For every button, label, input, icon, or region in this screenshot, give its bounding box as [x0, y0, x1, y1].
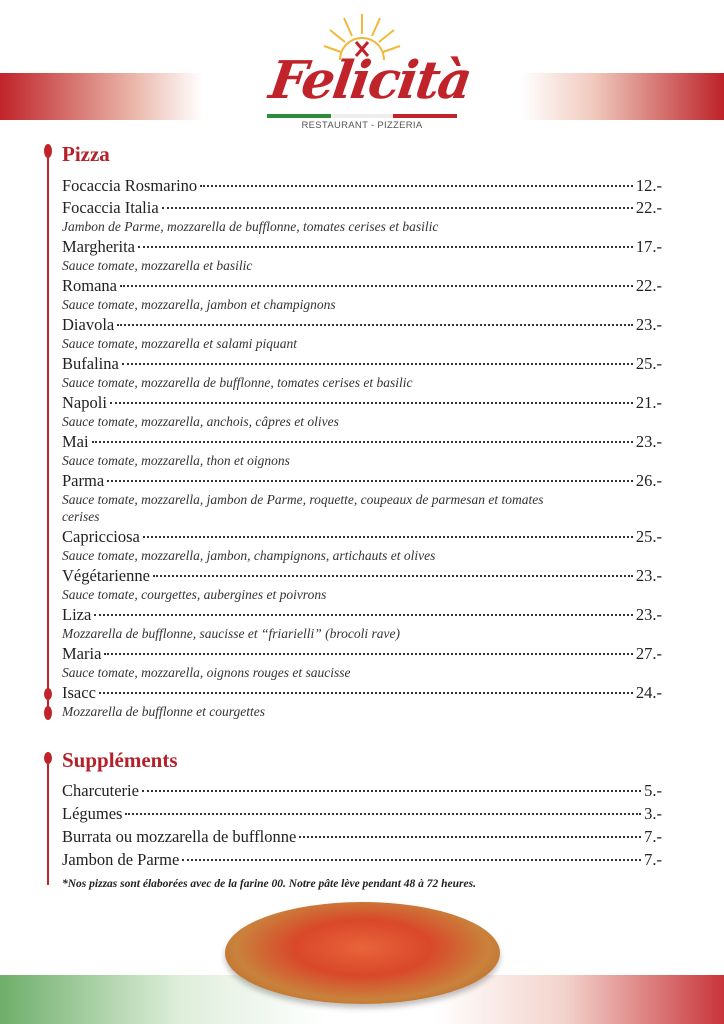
item-name: Focaccia Rosmarino — [62, 176, 198, 195]
menu-item — [62, 781, 662, 801]
decorative-rail — [47, 148, 49, 718]
item-description: Sauce tomate, mozzarella, thon et oignons — [62, 453, 290, 468]
dot-leader — [182, 859, 641, 861]
flag-red — [393, 114, 457, 118]
menu-item — [62, 827, 662, 847]
dot-leader — [99, 692, 633, 694]
item-price: 5.- — [644, 781, 662, 800]
item-name: Burrata ou mozzarella de bufflonne — [62, 827, 297, 846]
item-price: 27.- — [635, 644, 662, 663]
item-price: 23.- — [635, 432, 662, 451]
dot-leader — [107, 480, 633, 482]
menu-item — [62, 566, 662, 603]
menu-item-row — [62, 176, 662, 196]
menu-item — [62, 276, 662, 313]
item-price: 26.- — [635, 471, 662, 490]
menu-item — [62, 354, 662, 391]
item-description: Jambon de Parme, mozzarella de bufflonne, tomates cerises et basilic — [62, 219, 439, 234]
item-description: Sauce tomate, mozzarella, oignons rouges et saucisse — [62, 665, 351, 680]
menu-item — [62, 605, 662, 642]
dot-leader — [200, 185, 633, 187]
item-description: Sauce tomate, mozzarella et basilic — [62, 258, 253, 273]
item-price: 23.- — [635, 566, 662, 585]
supplements-section-title: Suppléments — [62, 748, 178, 772]
dot-leader — [153, 575, 633, 577]
menu-item — [62, 644, 662, 681]
decorative-rail-2 — [47, 755, 49, 885]
pizza-section-title: Pizza — [62, 142, 110, 166]
menu-item — [62, 237, 662, 274]
menu-item-row — [62, 605, 662, 625]
item-name: Liza — [62, 605, 92, 624]
dot-leader — [110, 402, 633, 404]
item-price: 7.- — [644, 850, 662, 869]
menu-item-row — [62, 198, 662, 218]
item-price: 25.- — [635, 354, 662, 373]
item-price: 23.- — [635, 315, 662, 334]
menu-item-row — [62, 354, 662, 374]
item-name: Romana — [62, 276, 117, 295]
item-description: Sauce tomate, mozzarella, jambon de Parme, roquette, coupeaux de parmesan et tomates cerises — [62, 492, 544, 524]
menu-item-row — [62, 527, 662, 547]
item-description: Sauce tomate, mozzarella, jambon, champignons, artichauts et olives — [62, 548, 436, 563]
dot-leader — [122, 363, 633, 365]
item-price: 17.- — [635, 237, 662, 256]
dot-leader — [142, 790, 641, 792]
item-name: Napoli — [62, 393, 107, 412]
item-name: Isacc — [62, 683, 96, 702]
item-name: Mai — [62, 432, 89, 451]
menu-item-row — [62, 827, 662, 847]
item-price: 22.- — [635, 276, 662, 295]
menu-item-row — [62, 566, 662, 586]
menu-item-row — [62, 393, 662, 413]
dot-leader — [299, 836, 641, 838]
dot-leader — [120, 285, 633, 287]
item-price: 24.- — [635, 683, 662, 702]
rail-ornament-top-2 — [44, 752, 52, 764]
supplements-list — [62, 781, 662, 873]
logo-subtitle: RESTAURANT - PIZZERIA — [301, 120, 423, 131]
item-name: Jambon de Parme — [62, 850, 180, 869]
item-description: Sauce tomate, mozzarella de bufflonne, tomates cerises et basilic — [62, 375, 413, 390]
item-name: Focaccia Italia — [62, 198, 159, 217]
logo-name: Felicità — [265, 50, 475, 111]
menu-item-row — [62, 276, 662, 296]
menu-item — [62, 393, 662, 430]
item-price: 23.- — [635, 605, 662, 624]
item-name: Capricciosa — [62, 527, 140, 546]
dot-leader — [104, 653, 632, 655]
item-name: Diavola — [62, 315, 115, 334]
flag-green — [267, 114, 331, 118]
item-description: Mozzarella de bufflonne et courgettes — [62, 704, 265, 719]
item-description: Sauce tomate, mozzarella, anchois, câpres et olives — [62, 414, 339, 429]
menu-item — [62, 850, 662, 870]
menu-item — [62, 683, 662, 720]
menu-item-row — [62, 237, 662, 257]
dot-leader — [117, 324, 633, 326]
menu-item-row — [62, 804, 662, 824]
item-price: 7.- — [644, 827, 662, 846]
item-price: 21.- — [635, 393, 662, 412]
menu-item — [62, 471, 662, 525]
menu-item-row — [62, 850, 662, 870]
item-price: 25.- — [635, 527, 662, 546]
item-name: Légumes — [62, 804, 123, 823]
menu-item — [62, 198, 662, 235]
menu-item-row — [62, 432, 662, 452]
item-description: Sauce tomate, mozzarella et salami piquant — [62, 336, 297, 351]
item-name: Margherita — [62, 237, 136, 256]
menu-item-row — [62, 781, 662, 801]
item-price: 3.- — [644, 804, 662, 823]
restaurant-logo — [262, 12, 475, 137]
dot-leader — [92, 441, 633, 443]
menu-item-row — [62, 315, 662, 335]
dot-leader — [94, 614, 633, 616]
item-name: Parma — [62, 471, 105, 490]
item-name: Bufalina — [62, 354, 119, 373]
dot-leader — [125, 813, 641, 815]
item-description: Sauce tomate, mozzarella, jambon et champignons — [62, 297, 336, 312]
footnote: *Nos pizzas sont élaborées avec de la farine 00. Notre pâte lève pendant 48 à 72 heures. — [62, 878, 476, 890]
item-price: 22.- — [635, 198, 662, 217]
rail-ornament-top — [44, 144, 52, 158]
rail-ornament — [44, 688, 52, 700]
menu-item — [62, 315, 662, 352]
menu-item-row — [62, 471, 662, 491]
dot-leader — [138, 246, 633, 248]
menu-item — [62, 176, 662, 196]
menu-item-row — [62, 644, 662, 664]
pizza-list — [62, 176, 662, 722]
flag-white — [331, 114, 393, 118]
item-description: Mozzarella de bufflonne, saucisse et “friarielli” (brocoli rave) — [62, 626, 400, 641]
menu-item — [62, 527, 662, 564]
item-name: Végétarienne — [62, 566, 150, 585]
item-name: Maria — [62, 644, 102, 663]
menu-item — [62, 432, 662, 469]
item-description: Sauce tomate, courgettes, aubergines et poivrons — [62, 587, 327, 602]
item-price: 12.- — [635, 176, 662, 195]
dot-leader — [162, 207, 633, 209]
pizza-image — [225, 902, 500, 1004]
dot-leader — [143, 536, 633, 538]
menu-item-row — [62, 683, 662, 703]
item-name: Charcuterie — [62, 781, 139, 800]
rail-ornament-bottom — [44, 706, 52, 720]
menu-item — [62, 804, 662, 824]
